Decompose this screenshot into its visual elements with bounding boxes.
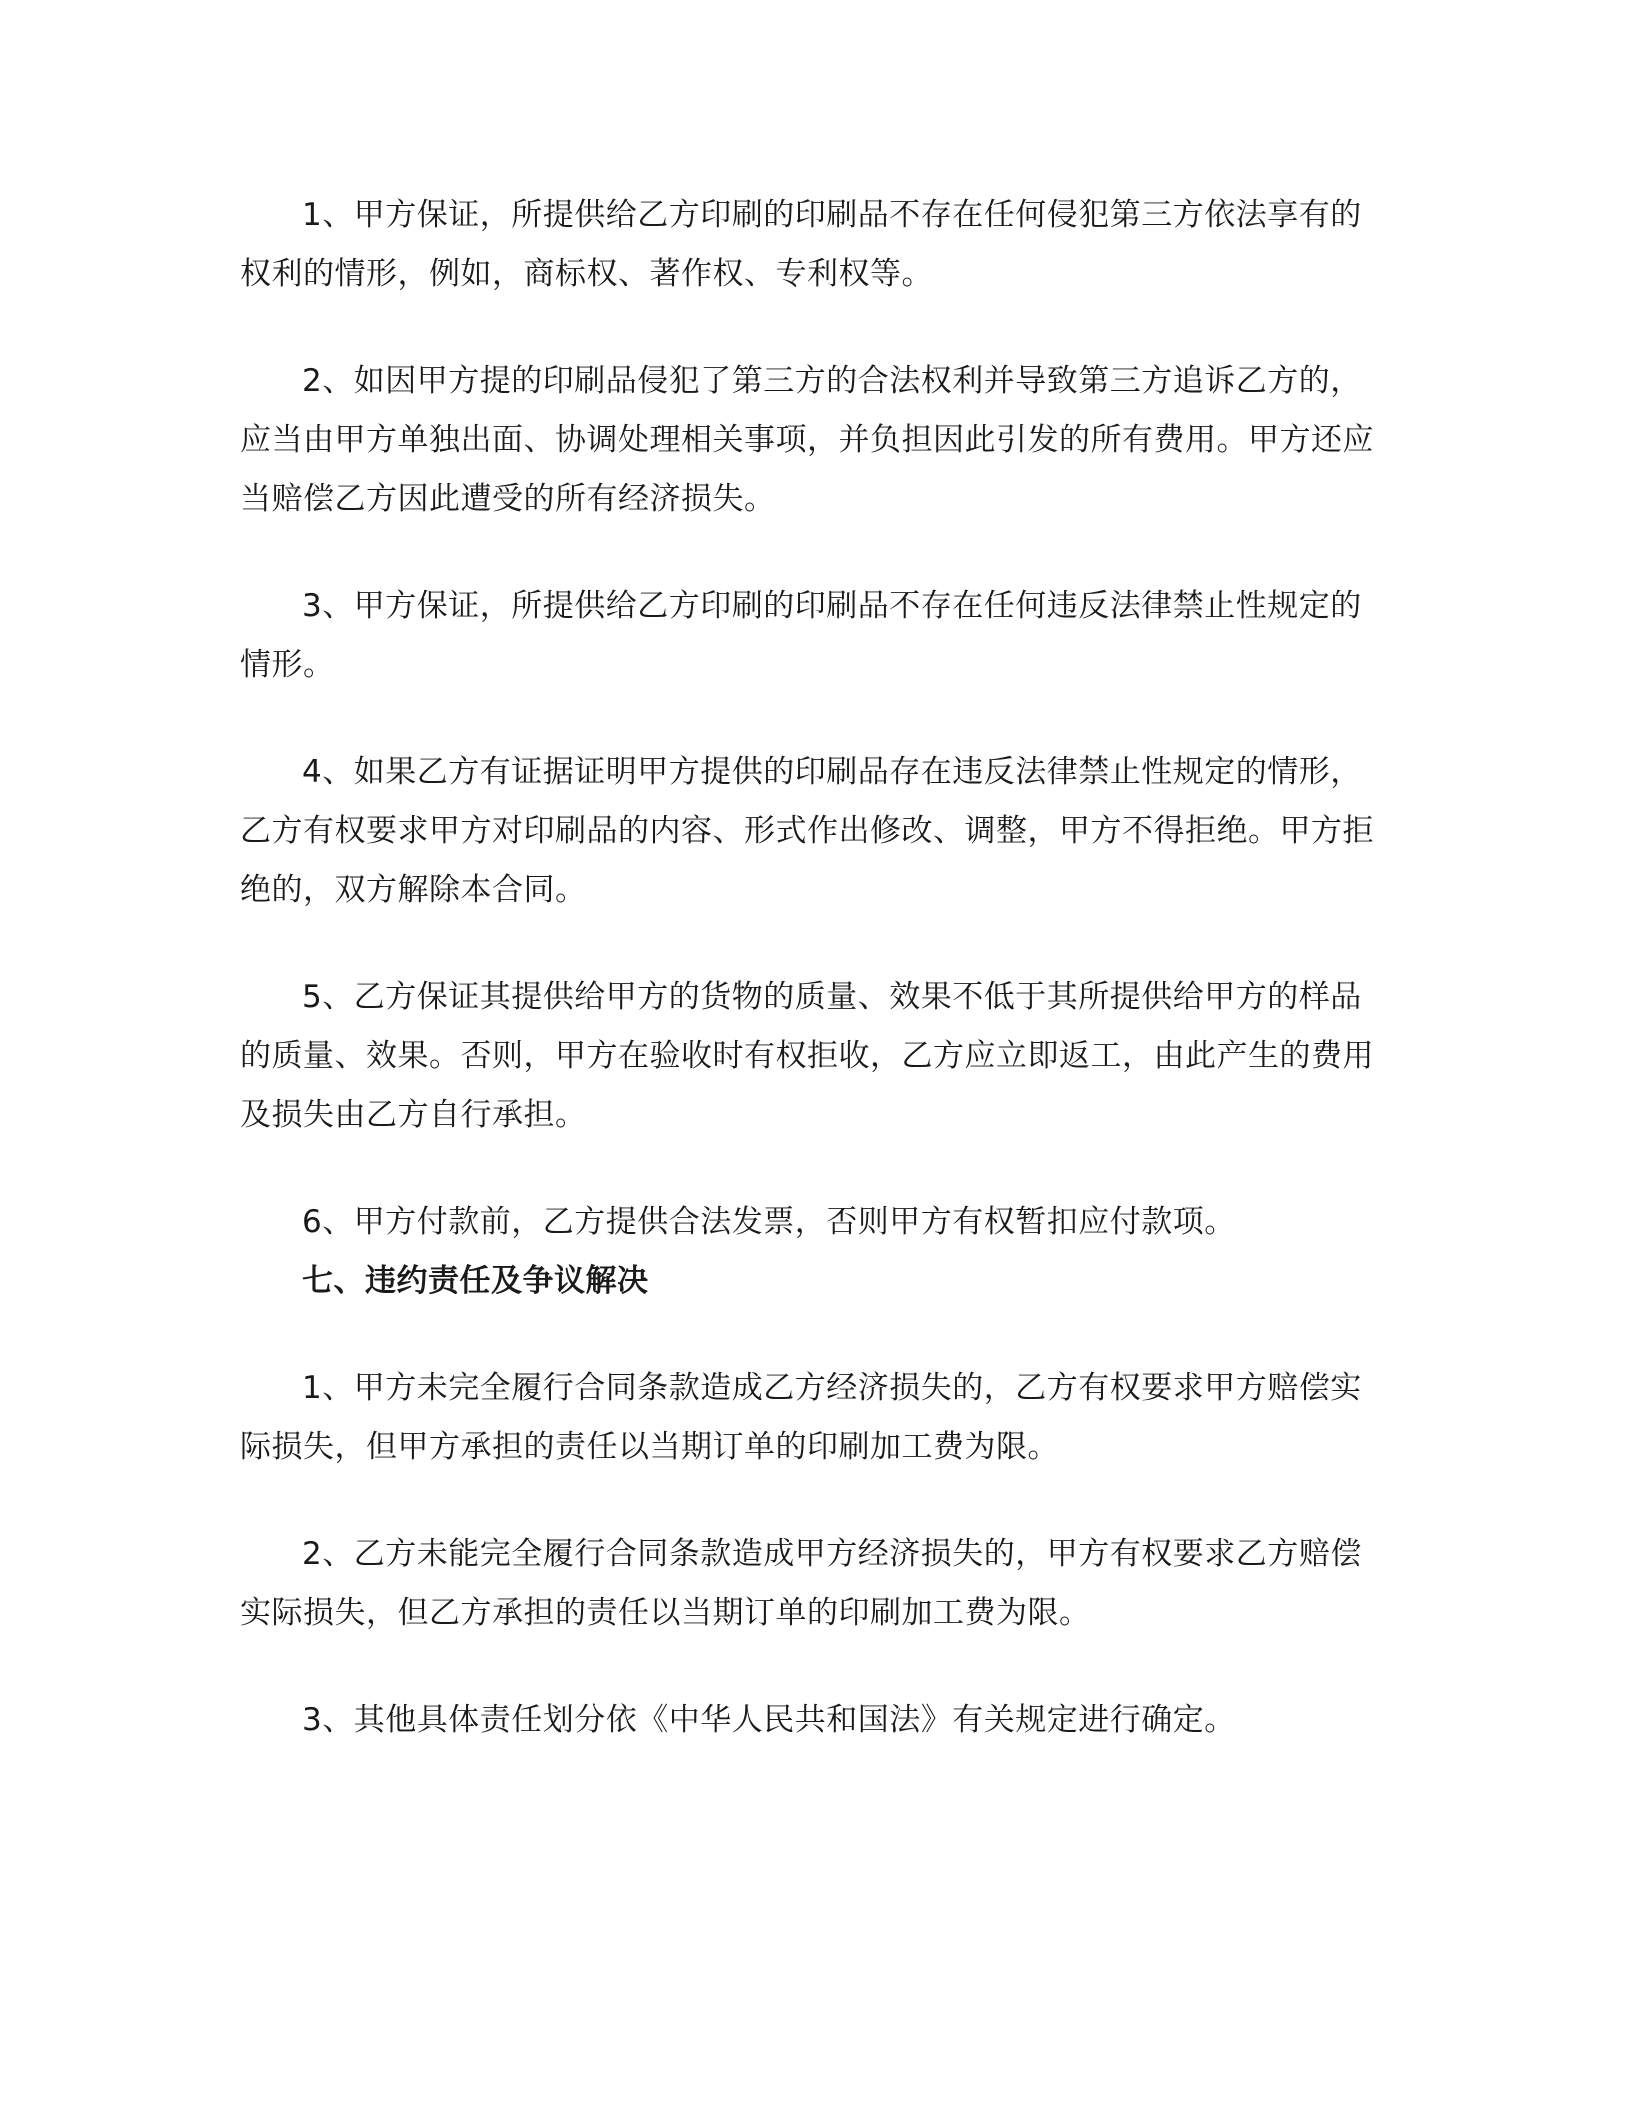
section-paragraph-2: 2、乙方未能完全履行合同条款造成甲方经济损失的，甲方有权要求乙方赔偿实际损失，但乙方承担的责任以当期订单的印刷加工费为限。 bbox=[240, 1536, 1362, 1631]
paragraph-6: 6、甲方付款前，乙方提供合法发票，否则甲方有权暂扣应付款项。 bbox=[302, 1204, 1236, 1240]
document-page bbox=[240, 186, 1390, 1750]
section-paragraph-3: 3、其他具体责任划分依《中华人民共和国法》有关规定进行确定。 bbox=[302, 1702, 1236, 1738]
paragraph-3: 3、甲方保证，所提供给乙方印刷的印刷品不存在任何违反法律禁止性规定的情形。 bbox=[240, 588, 1362, 683]
section-title: 七、违约责任及争议解决 bbox=[302, 1263, 649, 1299]
section-paragraph-1: 1、甲方未完全履行合同条款造成乙方经济损失的，乙方有权要求甲方赔偿实际损失，但甲方承担的责任以当期订单的印刷加工费为限。 bbox=[240, 1370, 1362, 1465]
paragraph-5: 5、乙方保证其提供给甲方的货物的质量、效果不低于其所提供给甲方的样品的质量、效果。否则，甲方在验收时有权拒收，乙方应立即返工，由此产生的费用及损失由乙方自行承担。 bbox=[240, 979, 1374, 1133]
paragraph-2: 2、如因甲方提的印刷品侵犯了第三方的合法权利并导致第三方追诉乙方的，应当由甲方单独出面、协调处理相关事项，并负担因此引发的所有费用。甲方还应当赔偿乙方因此遭受的所有经济损失。 bbox=[240, 363, 1374, 517]
paragraph-4: 4、如果乙方有证据证明甲方提供的印刷品存在违反法律禁止性规定的情形，乙方有权要求甲方对印刷品的内容、形式作出修改、调整，甲方不得拒绝。甲方拒绝的，双方解除本合同。 bbox=[240, 754, 1374, 908]
paragraph-1: 1、甲方保证，所提供给乙方印刷的印刷品不存在任何侵犯第三方依法享有的权利的情形，例如，商标权、著作权、专利权等。 bbox=[240, 197, 1362, 292]
